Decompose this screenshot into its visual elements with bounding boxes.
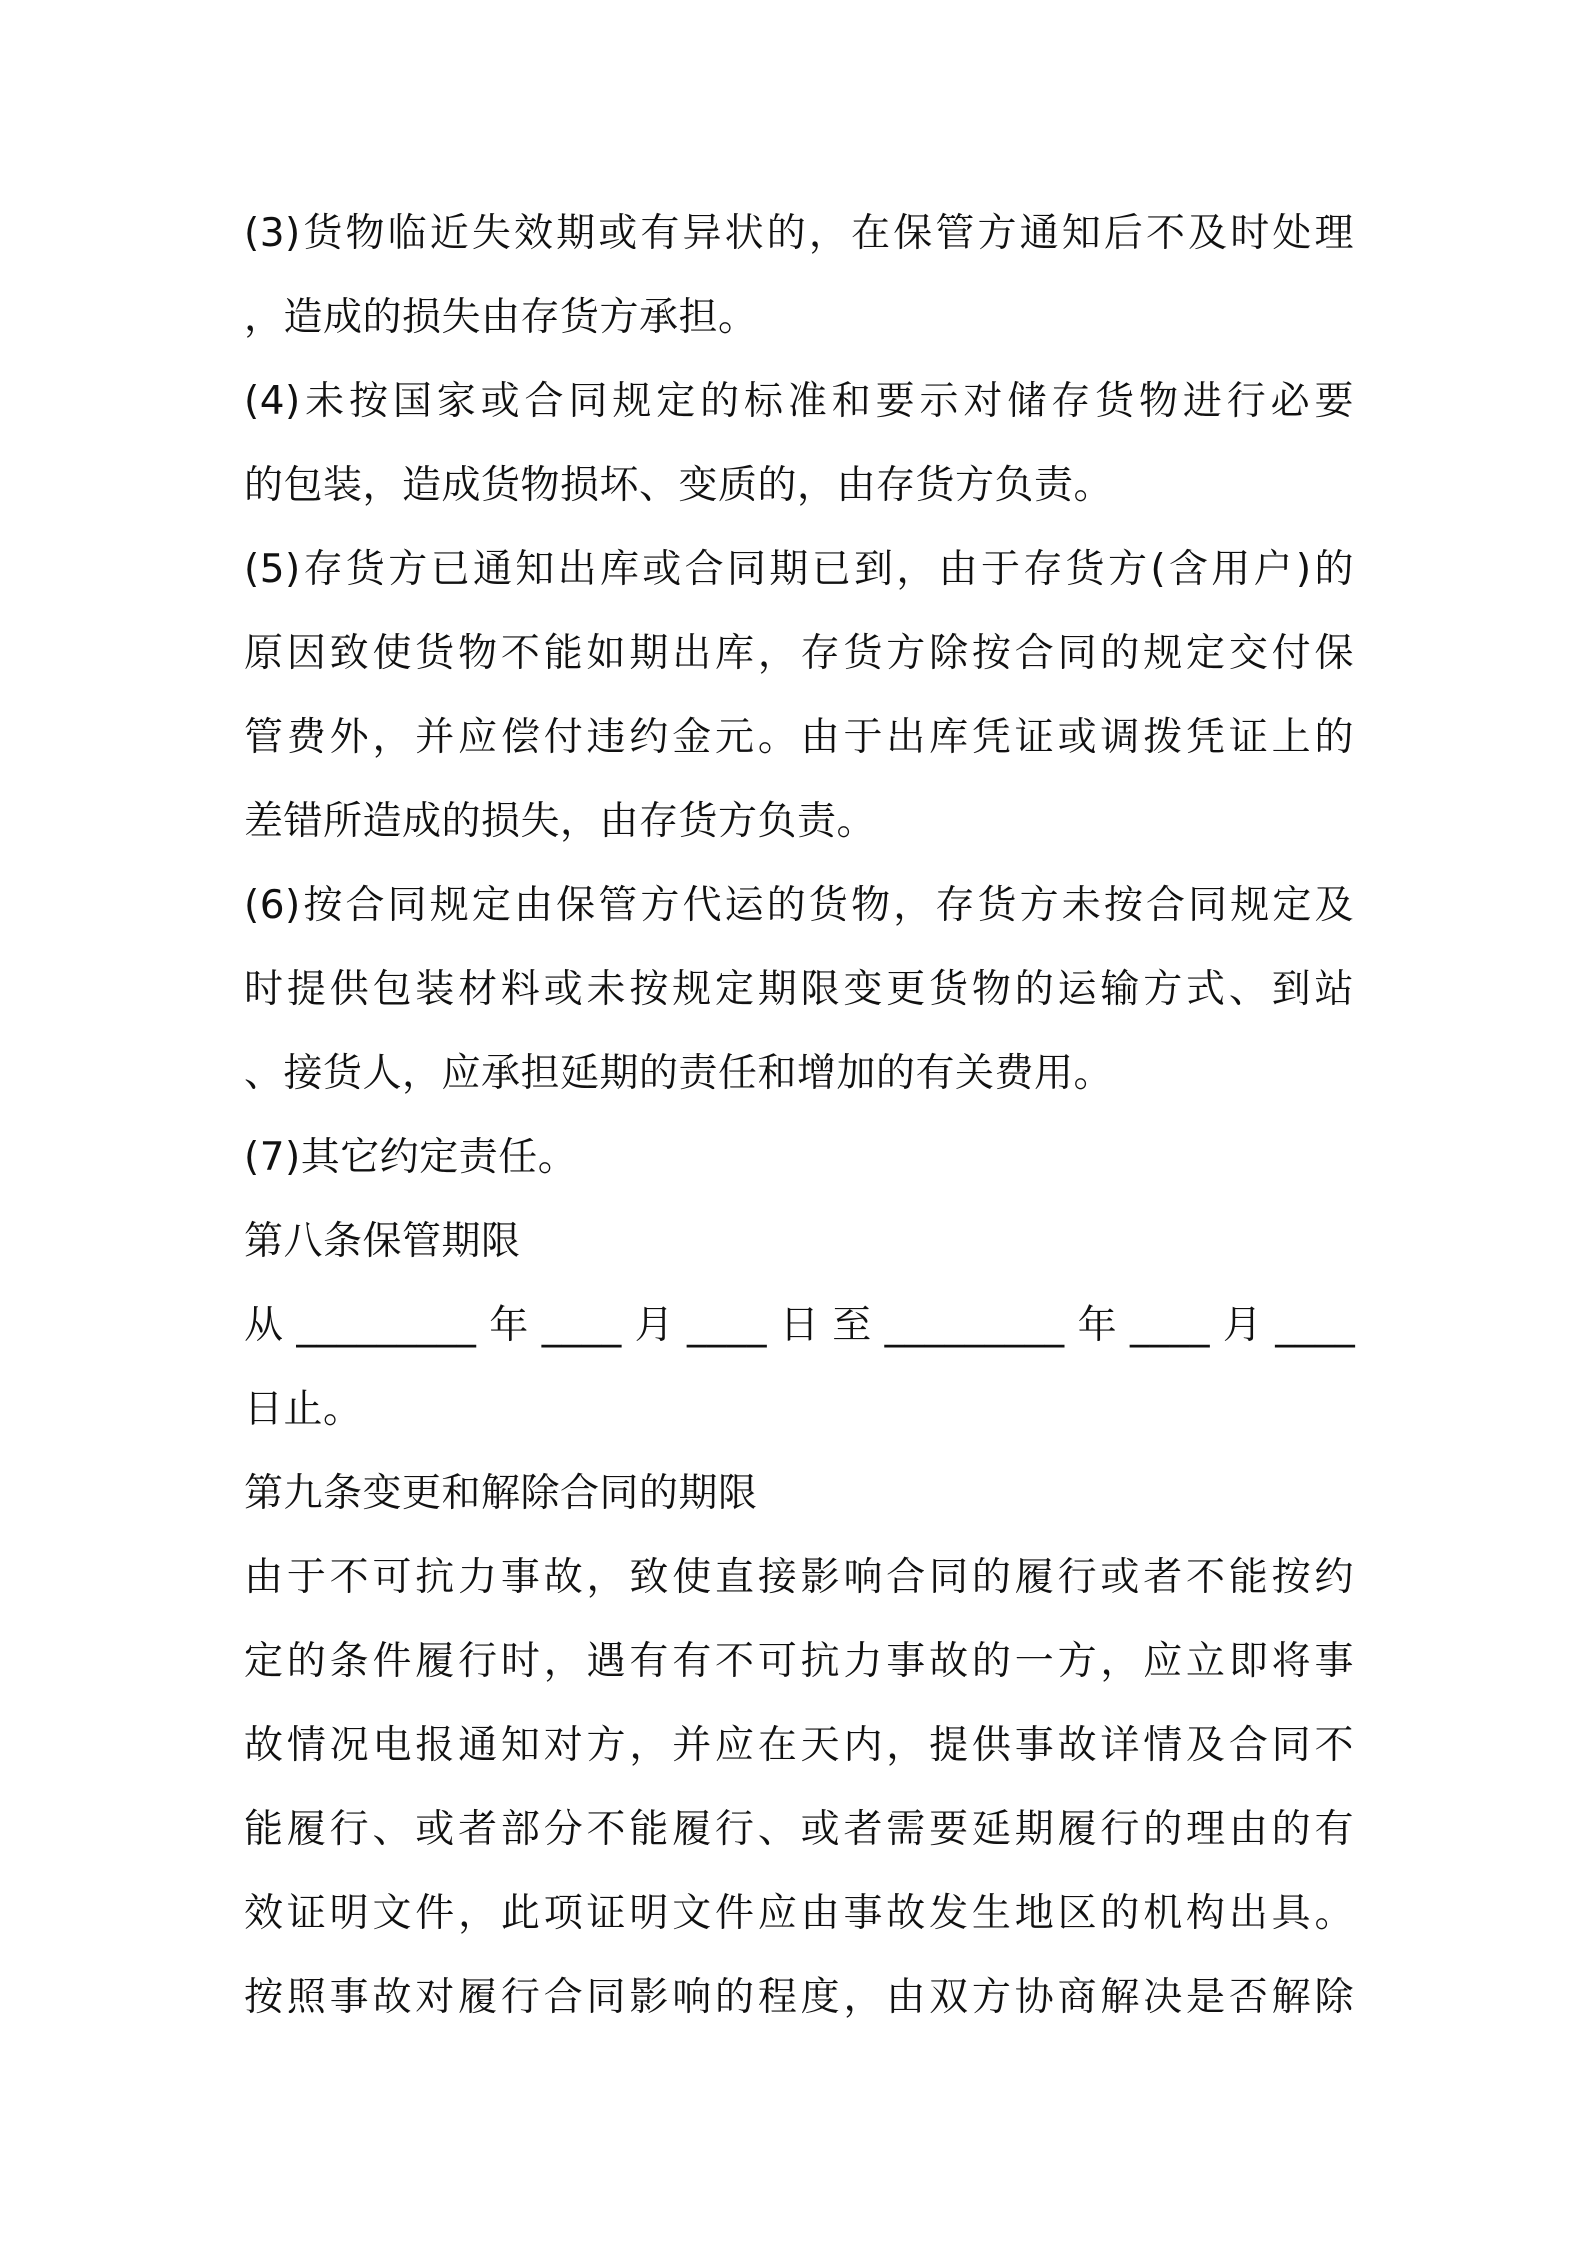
article-9-line-1: 由于不可抗力事故，致使直接影响合同的履行或者不能按约 [244,1555,1354,1600]
clause-line-8: 差错所造成的损失，由存货方负责。 [244,799,877,844]
clause-line-9: (6)按合同规定由保管方代运的货物，存货方未按合同规定及 [244,883,1354,928]
article-9-line-6: 按照事故对履行合同影响的程度，由双方协商解决是否解除 [244,1975,1354,2020]
storage-period-end-line: 日止。 [244,1387,363,1432]
clause-line-1: (3)货物临近失效期或有异状的，在保管方通知后不及时处理 [244,211,1354,256]
clause-line-7: 管费外，并应偿付违约金元。由于出库凭证或调拨凭证上的 [244,715,1354,760]
clause-line-3: (4)未按国家或合同规定的标准和要示对储存货物进行必要 [244,379,1354,424]
article-9-line-5: 效证明文件，此项证明文件应由事故发生地区的机构出具。 [244,1891,1354,1936]
storage-period-line: 从 _________ 年 ____ 月 ____ 日 至 _________ 年 ____ 月 ____ [244,1303,1356,1348]
clause-line-2: ，造成的损失由存货方承担。 [244,295,758,340]
clause-line-11: 、接货人，应承担延期的责任和增加的有关费用。 [244,1051,1114,1096]
clause-line-12: (7)其它约定责任。 [244,1135,578,1180]
article-8-heading: 第八条保管期限 [244,1219,521,1264]
article-9-line-3: 故情况电报通知对方，并应在天内，提供事故详情及合同不 [244,1723,1354,1768]
article-9-heading: 第九条变更和解除合同的期限 [244,1471,758,1516]
clause-line-10: 时提供包装材料或未按规定期限变更货物的运输方式、到站 [244,967,1354,1012]
clause-line-5: (5)存货方已通知出库或合同期已到，由于存货方(含用户)的 [244,547,1354,592]
document-body [244,192,1354,2040]
clause-line-4: 的包装，造成货物损坏、变质的，由存货方负责。 [244,463,1114,508]
article-9-line-4: 能履行、或者部分不能履行、或者需要延期履行的理由的有 [244,1807,1354,1852]
article-9-line-2: 定的条件履行时，遇有有不可抗力事故的一方，应立即将事 [244,1639,1354,1684]
clause-line-6: 原因致使货物不能如期出库，存货方除按合同的规定交付保 [244,631,1354,676]
